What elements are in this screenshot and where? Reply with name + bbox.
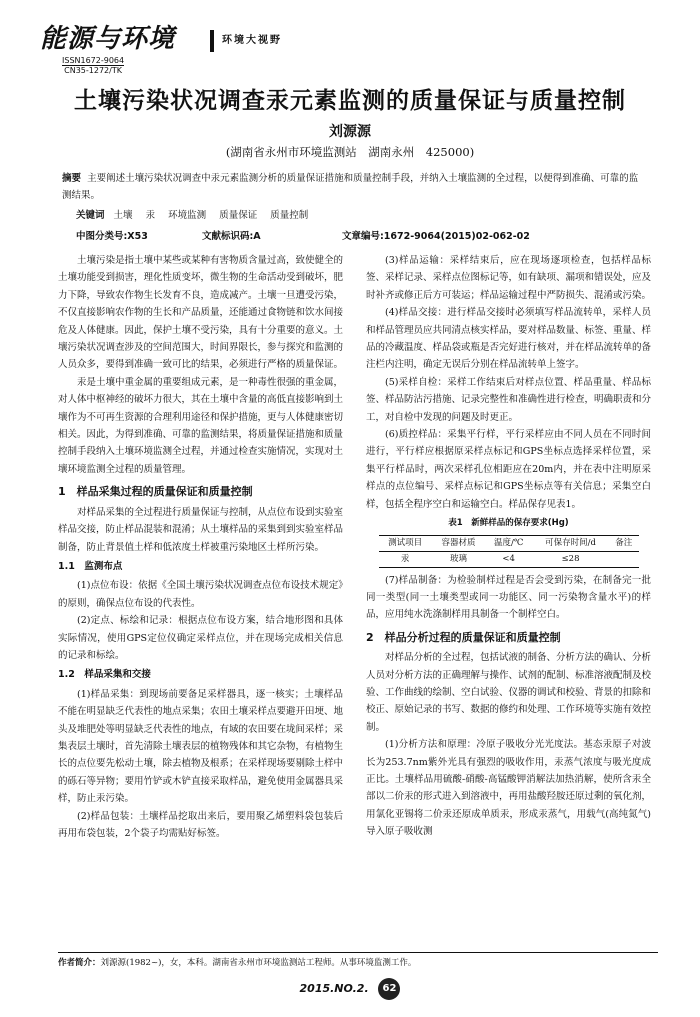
keywords — [76, 207, 318, 221]
article-number: 文章编号:1672-9064(2015)02-062-02 — [342, 231, 530, 242]
body-paragraph: (1)点位布设：依据《全国土壤污染状况调查点位布设技术规定》的原则，确保点位布设的代表性。 — [58, 580, 343, 609]
table-header-cell: 容器材质 — [441, 537, 476, 548]
paper-title: 土壤污染状况调查汞元素监测的质量保证与质量控制 — [74, 87, 626, 114]
author-name: 刘源源 — [329, 124, 371, 140]
body-paragraph: (1)分析方法和原理：冷原子吸收分光光度法。基态汞原子对波长为253.7nm紫外光具有强烈的吸收作用，汞蒸气浓度与吸光度成正比。土壤样品用硫酸-硝酸-高锰酸钾消解法加热消解，使所含汞全部以二价汞的形式进入到溶液中，再用盐酸羟胺还原过剩的氧化剂，用氯化亚锡将二价汞还原成单质汞，形成汞蒸气，用载气(高纯氮气)导入原子吸收测 — [366, 739, 652, 838]
body-paragraph: (4)样品交接：进行样品交接时必须填写样品流转单，采样人员和样品管理员应共同清点核实样品，要对样品数量、标签、重量、样品的冷藏温度、样品袋或瓶是否完好进行核对，并在样品流转单的备注栏内注明，确定无误后分别在样品流转单上签字。 — [366, 307, 652, 371]
subsection-heading: 1.1 监测布点 — [58, 560, 123, 572]
table-cell: ≤28 — [561, 553, 580, 564]
left-column — [58, 252, 343, 842]
abstract-text: 主要阐述土壤污染状况调查中汞元素监测分析的质量保证措施和质量控制手段，并纳入土壤监测的全过程，以便得到准确、可靠的监测结果。 — [62, 173, 639, 201]
clc-number: 中图分类号:X53 — [76, 231, 148, 242]
abstract — [62, 170, 646, 204]
body-paragraph: 对样品采集的全过程进行质量保证与控制，从点位布设到实验室样品交接，防止样品混装和混淆；从土壤样品的采集到到实验室样品制备，防止背景值土样和低浓度土样被重污染地区土样所污染。 — [58, 506, 344, 553]
body-paragraph: (6)质控样品：采集平行样，平行采样应由不同人员在不同时间进行，平行样应根据原采样点标记和GPS坐标点选择采样位置，采集平行样品时，两次采样孔位相距应在20m内，并在表中注明原采样点的点位编号、采样点标记和GPS坐标点等有关信息；采集空白样，包括全程序空白和运输空白。样品保存见表1。 — [366, 429, 651, 510]
sample-storage-table — [379, 535, 639, 568]
document-code: 文献标识码:A — [202, 231, 261, 242]
keyword-item: 环境监测 — [168, 210, 207, 221]
issn-block — [62, 56, 124, 75]
author-footnote — [58, 952, 658, 968]
keyword-item: 土壤 — [113, 210, 133, 221]
section-heading: 2 样品分析过程的质量保证和质量控制 — [366, 630, 561, 644]
section-heading: 1 样品采集过程的质量保证和质量控制 — [58, 485, 253, 499]
issn-number: ISSN1672-9064 — [62, 56, 125, 65]
right-column — [366, 252, 651, 841]
subsection-heading: 1.2 样品采集和交接 — [58, 669, 151, 681]
cn-number: CN35-1272/TK — [64, 66, 122, 75]
body-paragraph: (7)样品制备：为检验制样过程是否会受到污染，在制备完一批同一类型(同一土壤类型或同一功能区、同一污染物含量水平)的样品，应用纯水洗涤制样用具制备一个制样空白。 — [366, 574, 651, 621]
table-header-cell: 备注 — [615, 537, 633, 548]
section-tag: 环境大视野 — [210, 30, 282, 52]
page-number: 62 — [378, 978, 400, 1000]
issue-label: 2015.NO.2. — [299, 982, 369, 995]
footnote-label: 作者简介： — [58, 958, 101, 968]
body-paragraph: (2)定点、标绘和记录：根据点位布设方案，结合地形图和具体实际情况，使用GPS定位仪确定采样点位，并在现场完成相关信息的记录和标绘。 — [58, 615, 343, 661]
table-cell — [609, 551, 639, 567]
abstract-label: 摘要 — [62, 173, 82, 184]
table-header-cell: 测试项目 — [388, 537, 423, 548]
table-caption: 表1 新鲜样品的保存要求(Hg) — [448, 518, 569, 529]
body-paragraph: (5)采样自检：采样工作结束后对样点位置、样品重量、样品标签、样品防沾污措施、记录完整性和准确性进行检查，明确职责和分工，对自检中发现的问题及时更正。 — [366, 376, 652, 423]
keywords-label: 关键词 — [76, 210, 105, 221]
table-row — [379, 551, 639, 567]
affiliation: (湖南省永州市环境监测站 湖南永州 425000) — [225, 145, 475, 159]
body-paragraph: (1)样品采集：到现场前要备足采样器具，逐一核实；土壤样品不能在明显缺乏代表性的地点采集；农田土壤采样点要避开田埂、地头及堆肥处等明显缺乏代表性的地点，有域的农田要在垅间采样；采集表层土壤时，首先清除土壤表层的植物残体和其它杂物，有植物生长的点位要先松动土壤，除去植物及根系；在采样现场要剔除土样中的砾石等异物；要用竹铲或木铲直接采取样品，避免使用金属器具采样，防止汞污染。 — [58, 688, 344, 805]
keyword-item: 质量保证 — [219, 210, 258, 221]
table-cell: 玻璃 — [450, 553, 468, 564]
body-paragraph: 对样品分析的全过程，包括试液的制备、分析方法的确认、分析人员对分析方法的正确理解与操作、试剂的配制、标准溶液配制及校验、工作曲线的绘制、空白试验、仪器的调试和校验、背景的扣除和校正、原始记录的书写、数据的修约和处理、工作环境等实施有效控制。 — [366, 652, 652, 733]
table-cell: <4 — [502, 553, 515, 564]
table-header-cell: 温度/℃ — [493, 537, 524, 548]
keyword-item: 质量控制 — [270, 210, 309, 221]
table-header-cell: 可保存时间/d — [545, 537, 596, 548]
footnote-text: 刘源源(1982~)，女，本科。湖南省永州市环境监测站工程师。从事环境监测工作。 — [100, 958, 417, 968]
journal-header — [40, 18, 660, 80]
body-paragraph: (3)样品运输：采样结束后，应在现场逐项检查，包括样品标签、采样记录、采样点位图标记等，如有缺项、漏项和错误处，应及时补齐或修正后方可装运；样品运输过程中严防损失、混淆或污染。 — [366, 255, 652, 301]
table-header-row — [379, 535, 639, 551]
body-paragraph: 汞是土壤中重金属的重要组成元素，是一种毒性很强的重金属，对人体中枢神经的破坏力很大，其在土壤中含量的高低直接影响到土壤作为不可再生资源的合理利用途径和保护措施，更与人体健康密切相关。因此，为得到准确、可靠的监测结果，将质量保证措施和质量控制手段纳入土壤环境监测全过程，并通过检查实施情况，实现对土壤环境监测全过程的质量管理。 — [58, 376, 344, 475]
table-cell: 汞 — [400, 553, 410, 564]
keyword-item: 汞 — [145, 210, 156, 221]
page-footer — [0, 978, 700, 1000]
body-paragraph: (2)样品包装：土壤样品挖取出来后，要用聚乙烯塑料袋包装后再用布袋包装，2个袋子均需贴好标签。 — [58, 810, 343, 839]
body-paragraph: 土壤污染是指土壤中某些或某种有害物质含量过高，致使健全的土壤功能受到损害，理化性质变坏，微生物的生命活动受到破坏，肥力下降，导致农作物生长发育不良，造成减产。土壤一旦遭受污染，不仅直接影响农作物的生长和产品质量，还能通过食物链和饮水间接危及人体健康。因此，保护土壤不受污染，具有十分重要的意义。土壤污染状况调查涉及的空间范围大，时间界限长，参与探究和监测的人员众多，要得到准确一致可比的结果，必须进行严格的质量保证。 — [58, 255, 344, 371]
journal-masthead: 能源与环境 — [40, 24, 176, 54]
